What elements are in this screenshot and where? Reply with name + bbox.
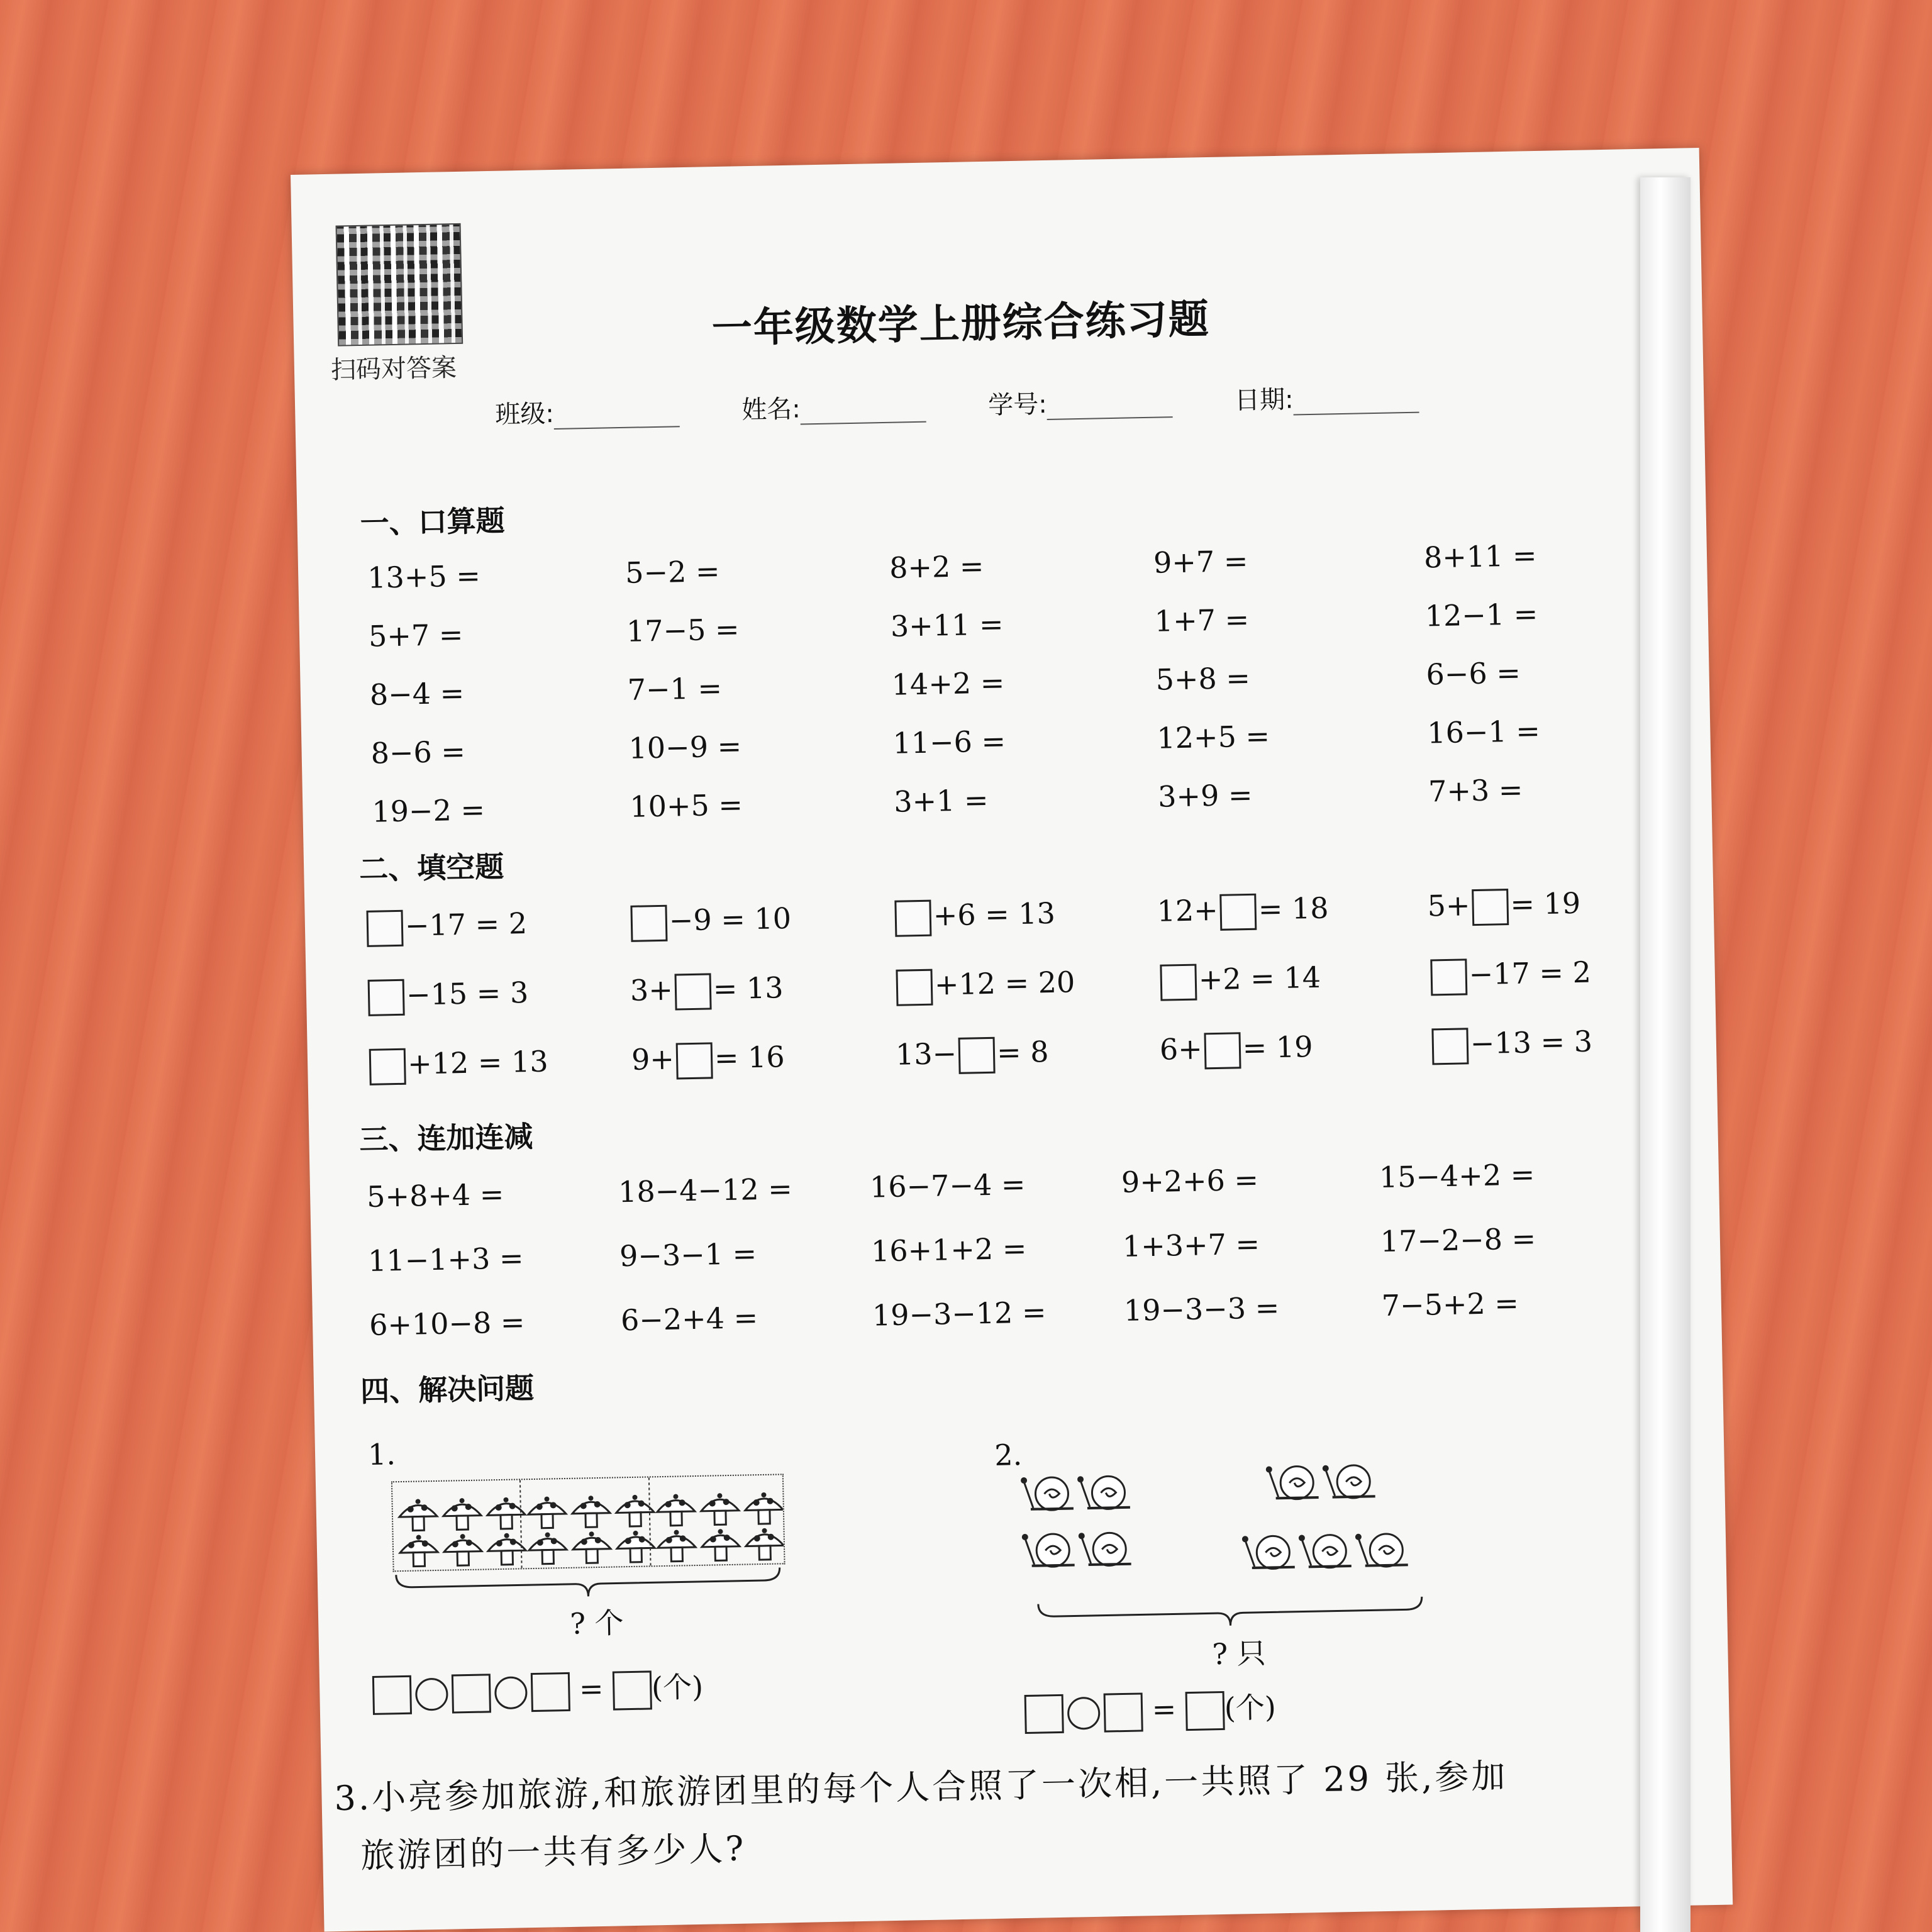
fill-blank-suffix: = 16 [714, 1040, 786, 1075]
section1-title: 一、口算题 [360, 503, 506, 540]
fill-blank-suffix: −13 = 3 [1470, 1024, 1593, 1061]
blank-box[interactable] [1472, 889, 1509, 926]
fill-blank-prefix: 12+ [1157, 892, 1219, 928]
fill-blank-suffix: +12 = 13 [407, 1044, 549, 1081]
oral-calc-item: 13+5 = [367, 558, 481, 595]
fill-blank-prefix: 3+ [630, 972, 674, 1008]
oral-calc-item: 19−2 = [371, 792, 486, 829]
oral-calc-item: 5+7 = [368, 617, 464, 653]
snail-icon [1077, 1475, 1130, 1510]
oral-calc-item: 5+8 = [1155, 660, 1251, 697]
snail-icon [1355, 1533, 1408, 1567]
oral-calc-item: 10+5 = [629, 787, 743, 824]
fill-blank-item [896, 1035, 1050, 1075]
fill-blank-item [1427, 886, 1581, 927]
qr-label: 扫码对答案 [330, 353, 457, 385]
fill-blank-item [1159, 1030, 1313, 1070]
q2-number: 2. [994, 1438, 1023, 1472]
chain-calc-item: 11−1+3 = [367, 1241, 524, 1278]
fill-blank-suffix: +12 = 20 [934, 965, 1075, 1002]
fill-blank-suffix: +6 = 13 [933, 896, 1056, 933]
snail-icon [1021, 1477, 1074, 1511]
mushroom-icon [529, 1532, 567, 1564]
answer-box[interactable] [452, 1674, 491, 1713]
mushroom-icon [572, 1496, 610, 1528]
oral-calc-item: 5−2 = [625, 554, 720, 590]
mushroom-icon [488, 1533, 526, 1565]
fill-blank-item [1430, 1024, 1592, 1065]
oral-calc-item: 7−1 = [627, 670, 723, 707]
fill-blank-suffix: +2 = 14 [1198, 960, 1321, 997]
oral-calc-item: 9+7 = [1153, 543, 1248, 580]
chain-calc-item: 15−4+2 = [1379, 1157, 1535, 1195]
mushroom-icon [745, 1528, 784, 1560]
answer-box[interactable] [1024, 1694, 1064, 1734]
mushroom-icon [701, 1493, 739, 1525]
fill-blank-item [894, 965, 1075, 1006]
name-input-line[interactable] [801, 399, 927, 425]
operator-circle[interactable] [494, 1676, 528, 1709]
snail-icon [1079, 1532, 1131, 1567]
blank-box[interactable] [1219, 894, 1257, 931]
chain-calc-item: 16+1+2 = [870, 1231, 1027, 1269]
fill-blank-suffix: −9 = 10 [669, 901, 792, 938]
page-title: 一年级数学上册综合练习题 [711, 296, 1211, 353]
blank-box[interactable] [1430, 958, 1467, 996]
fill-blank-item [366, 975, 529, 1016]
chain-calc-item: 9−3−1 = [619, 1236, 757, 1274]
snail-icon [1323, 1464, 1375, 1499]
answer-box[interactable] [613, 1670, 652, 1710]
oral-calc-item: 11−6 = [892, 724, 1006, 760]
oral-calc-item: 12−1 = [1424, 597, 1538, 633]
q1-unit: (个) [651, 1669, 704, 1705]
mushroom-group [391, 1474, 786, 1572]
blank-box[interactable] [369, 1048, 406, 1085]
fill-blank-prefix [367, 1048, 368, 1082]
q1-number: 1. [367, 1437, 396, 1472]
chain-calc-item: 5+8+4 = [366, 1177, 504, 1214]
fill-blank-item [628, 901, 791, 942]
blank-box[interactable] [630, 905, 667, 942]
chain-calc-item: 18−4−12 = [618, 1171, 793, 1209]
blank-box[interactable] [896, 969, 933, 1006]
snail-icon [1022, 1533, 1075, 1567]
mushroom-icon [443, 1498, 481, 1530]
section3-title: 三、连加连减 [358, 1119, 533, 1157]
fill-blank-prefix [364, 909, 365, 943]
fill-blank-prefix [1428, 958, 1429, 992]
blank-box[interactable] [368, 979, 405, 1016]
fill-blank-suffix: −17 = 2 [1468, 955, 1592, 992]
field-class: 班级: [495, 391, 680, 431]
mushroom-icon [444, 1534, 482, 1566]
oral-calc-item: 3+9 = [1157, 777, 1253, 814]
snail-icon [1242, 1535, 1295, 1570]
oral-calc-item: 16−1 = [1426, 714, 1541, 750]
mushroom-icon [528, 1496, 566, 1528]
answer-box[interactable] [1104, 1692, 1143, 1732]
section4-title: 四、解决问题 [360, 1370, 535, 1409]
oral-calc-item: 17−5 = [626, 612, 740, 648]
fill-blank-item [1158, 960, 1321, 1001]
oral-calc-item: 3+11 = [890, 607, 1004, 643]
chain-calc-item: 6−2+4 = [620, 1301, 758, 1338]
fill-blank-item [1428, 955, 1591, 996]
blank-box[interactable] [1160, 964, 1197, 1001]
fill-blank-item [1157, 891, 1329, 932]
mushroom-icon [573, 1531, 611, 1563]
chain-calc-item: 1+3+7 = [1122, 1226, 1260, 1263]
blank-box[interactable] [366, 910, 403, 947]
oral-calc-item: 7+3 = [1428, 772, 1523, 809]
mushroom-icon [487, 1497, 525, 1529]
fill-blank-prefix [628, 904, 629, 938]
q2-unit: (个) [1224, 1690, 1277, 1725]
blank-box[interactable] [674, 973, 711, 1010]
page-edge [1640, 177, 1690, 1932]
answer-box[interactable] [531, 1672, 570, 1712]
q1-brace-label: ? 个 [569, 1606, 625, 1641]
fill-blank-prefix [366, 979, 367, 1013]
mushroom-icon [399, 1499, 437, 1531]
blank-box[interactable] [675, 1042, 713, 1079]
oral-calc-item: 1+7 = [1154, 602, 1250, 638]
oral-calc-item: 10−9 = [628, 729, 742, 765]
q3-line2: 旅游团的一共有多少人? [360, 1828, 747, 1876]
section2-title: 二、填空题 [358, 849, 504, 887]
answer-box[interactable] [372, 1675, 412, 1715]
oral-calc-item: 8+2 = [889, 548, 984, 585]
field-date: 日期: [1235, 377, 1420, 417]
chain-calc-item: 7−5+2 = [1381, 1285, 1519, 1323]
worksheet-page [291, 148, 1733, 1931]
operator-circle[interactable] [1067, 1697, 1101, 1730]
chain-calc-item: 19−3−12 = [872, 1295, 1047, 1333]
oral-calc-item: 6−6 = [1426, 655, 1521, 692]
chain-calc-item: 9+2+6 = [1121, 1162, 1259, 1199]
blank-box[interactable] [1431, 1028, 1468, 1065]
fill-blank-prefix: 6+ [1159, 1031, 1203, 1067]
blank-box[interactable] [958, 1037, 996, 1074]
fill-blank-suffix: −17 = 2 [404, 906, 528, 943]
snail-icon [1266, 1465, 1319, 1500]
fill-blank-suffix: = 8 [996, 1035, 1050, 1070]
mushroom-icons [392, 1475, 784, 1570]
fill-blank-item [364, 906, 527, 947]
q2-answer-row: = (个) [1024, 1684, 1276, 1734]
blank-box[interactable] [1204, 1032, 1241, 1069]
date-input-line[interactable] [1293, 389, 1419, 416]
fill-blank-prefix: 5+ [1427, 888, 1470, 923]
fill-blank-suffix: = 19 [1242, 1030, 1313, 1065]
fill-blank-suffix: = 13 [713, 970, 784, 1006]
oral-calc-item: 8−6 = [370, 734, 466, 770]
q1-answer-row: = (个) [372, 1664, 704, 1715]
qr-code[interactable] [336, 223, 464, 347]
oral-calc-item: 12+5 = [1156, 719, 1270, 755]
mushroom-icon [616, 1494, 654, 1526]
chain-calc-item: 16−7−4 = [869, 1167, 1026, 1204]
q3-line1: 3.小亮参加旅游,和旅游团里的每个人合照了一次相,一共照了 29 张,参加 [333, 1756, 1508, 1819]
fill-blank-suffix: = 18 [1258, 891, 1329, 926]
field-number: 学号: [988, 382, 1174, 421]
blank-box[interactable] [894, 900, 931, 937]
mushroom-icon [657, 1530, 696, 1562]
chain-calc-item: 19−3−3 = [1123, 1291, 1280, 1328]
fill-blank-prefix [892, 899, 893, 933]
oral-calc-item: 8−4 = [369, 675, 465, 712]
oral-calc-item: 14+2 = [891, 665, 1005, 702]
oral-calc-item: 3+1 = [893, 782, 989, 819]
fill-blank-suffix: −15 = 3 [406, 975, 529, 1012]
mushroom-icon [616, 1530, 655, 1562]
class-input-line[interactable] [554, 403, 680, 430]
field-name: 姓名: [741, 387, 927, 426]
fill-blank-item [892, 896, 1055, 937]
fill-blank-item [367, 1044, 549, 1085]
number-input-line[interactable] [1046, 394, 1173, 420]
mushroom-icon [400, 1535, 438, 1567]
chain-calc-item: 6+10−8 = [369, 1305, 525, 1342]
fill-blank-item [631, 1040, 786, 1080]
fill-blank-prefix: 13− [895, 1036, 957, 1072]
mushroom-icon [745, 1492, 783, 1524]
fill-blank-item [630, 970, 784, 1011]
oral-calc-item: 8+11 = [1423, 538, 1538, 575]
mushroom-icon [701, 1529, 740, 1561]
fill-blank-suffix: = 19 [1509, 886, 1581, 921]
answer-box[interactable] [1185, 1691, 1224, 1731]
snail-icons [994, 1443, 1424, 1596]
mushroom-icon [657, 1494, 695, 1526]
fill-blank-prefix: 9+ [631, 1041, 675, 1077]
operator-circle[interactable] [415, 1678, 448, 1711]
snail-icon [1299, 1534, 1352, 1568]
q2-brace-label: ? 只 [1211, 1636, 1267, 1672]
chain-calc-item: 17−2−8 = [1380, 1221, 1536, 1259]
